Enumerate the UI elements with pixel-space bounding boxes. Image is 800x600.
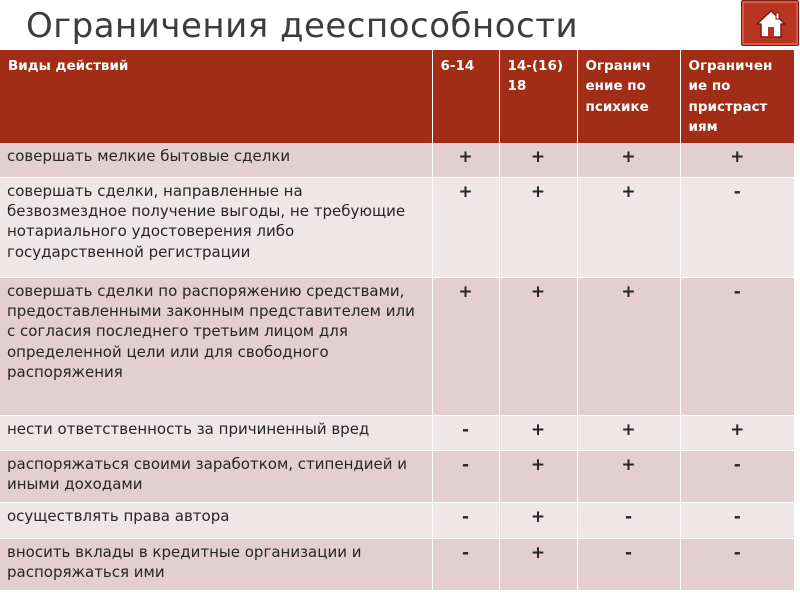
header-mental-restriction: Огранич ение по психике [577, 50, 680, 143]
table-row [0, 177, 794, 277]
mark-cell: + [680, 415, 794, 450]
mark-cell: + [680, 143, 794, 177]
mark-cell: + [499, 177, 577, 277]
mark-cell: - [432, 502, 499, 538]
header-addiction-restriction: Ограничен ие по пристраст иям [680, 50, 794, 143]
mark-cell: + [499, 143, 577, 177]
mark-cell: + [577, 177, 680, 277]
mark-cell: - [432, 415, 499, 450]
table-row [0, 143, 794, 177]
action-cell: вносить вклады в кредитные организации и распоряжаться ими [0, 538, 432, 590]
capacity-table [0, 50, 794, 591]
mark-cell: + [577, 450, 680, 502]
page-title: Ограничения дееспособности [26, 6, 579, 46]
mark-cell: + [577, 143, 680, 177]
mark-cell: + [499, 415, 577, 450]
home-button[interactable] [741, 0, 799, 46]
action-cell: распоряжаться своими заработком, стипендией и иными доходами [0, 450, 432, 502]
header-age-6-14: 6-14 [432, 50, 499, 143]
table-row [0, 450, 794, 502]
mark-cell: - [432, 538, 499, 590]
action-cell: совершать сделки, направленные на безвозмездное получение выгоды, не требующие нотариального удостоверения либо государственной регистрации [0, 177, 432, 277]
mark-cell: + [432, 277, 499, 415]
table-header-row [0, 50, 794, 143]
action-cell: осуществлять права автора [0, 502, 432, 538]
mark-cell: + [499, 450, 577, 502]
table-row [0, 415, 794, 450]
mark-cell: + [577, 277, 680, 415]
table-row [0, 502, 794, 538]
mark-cell: - [680, 177, 794, 277]
action-cell: нести ответственность за причиненный вред [0, 415, 432, 450]
table-row [0, 277, 794, 415]
mark-cell: + [499, 538, 577, 590]
header-age-14-18: 14-(16) 18 [499, 50, 577, 143]
table-row [0, 538, 794, 590]
mark-cell: - [680, 450, 794, 502]
action-cell: совершать мелкие бытовые сделки [0, 143, 432, 177]
action-cell: совершать сделки по распоряжению средствами, предоставленными законным представителем или с согласия последнего третьим лицом для определенной цели или для свободного распоряжения [0, 277, 432, 415]
mark-cell: - [432, 450, 499, 502]
mark-cell: - [577, 502, 680, 538]
mark-cell: + [499, 502, 577, 538]
mark-cell: + [499, 277, 577, 415]
mark-cell: - [577, 538, 680, 590]
header-actions: Виды действий [0, 50, 432, 143]
home-icon [756, 9, 786, 39]
mark-cell: - [680, 502, 794, 538]
mark-cell: + [432, 143, 499, 177]
mark-cell: - [680, 538, 794, 590]
mark-cell: + [432, 177, 499, 277]
mark-cell: - [680, 277, 794, 415]
mark-cell: + [577, 415, 680, 450]
